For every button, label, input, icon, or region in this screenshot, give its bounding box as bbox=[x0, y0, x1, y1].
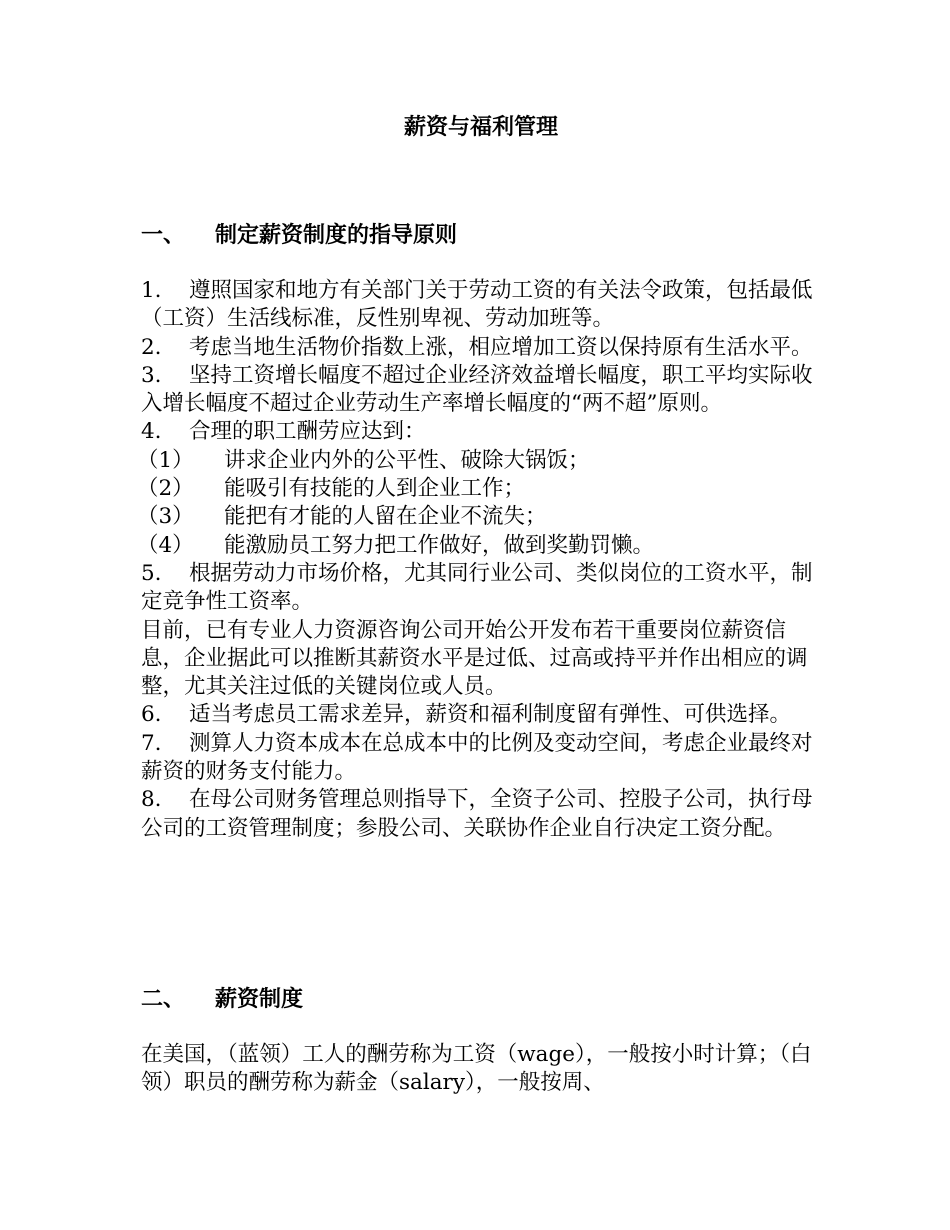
section-title-2: 薪资制度 bbox=[215, 987, 304, 1012]
section-title-1: 制定薪资制度的指导原则 bbox=[215, 223, 458, 248]
sub-item-4: （4） 能激励员工努力把工作做好，做到奖勤罚懒。 bbox=[137, 532, 655, 558]
principle-item-8: 8. 在母公司财务管理总则指导下，全资子公司、控股子公司，执行母公司的工资管理制度；参股公司、关联协作企业自行决定工资分配。 bbox=[141, 787, 813, 841]
sub-item-3: （3） 能把有才能的人留在企业不流失； bbox=[137, 504, 547, 530]
section-number-1: 一、 bbox=[141, 223, 186, 248]
principle-item-7: 7. 测算人力资本成本在总成本中的比例及变动空间，考虑企业最终对薪资的财务支付能力。 bbox=[141, 730, 813, 785]
principle-note: 目前，已有专业人力资源咨询公司开始公开发布若干重要岗位薪资信息，企业据此可以推断其薪资水平是过低、过高或持平并作出相应的调整，尤其关注过低的关键岗位或人员。 bbox=[141, 617, 808, 700]
principle-item-5: 5. 根据劳动力市场价格，尤其同行业公司、类似岗位的工资水平，制定竞争性工资率。 bbox=[141, 560, 813, 615]
principle-item-2: 2. 考虑当地生活物价指数上涨，相应增加工资以保持原有生活水平。 bbox=[141, 334, 813, 360]
principle-item-6: 6. 适当考虑员工需求差异，薪资和福利制度留有弹性、可供选择。 bbox=[141, 702, 792, 728]
principle-item-4: 4. 合理的职工酬劳应达到： bbox=[141, 419, 426, 445]
sub-item-1: （1） 讲求企业内外的公平性、破除大锅饭； bbox=[137, 447, 590, 473]
section-number-2: 二、 bbox=[141, 987, 186, 1012]
principle-item-1: 1. 遵照国家和地方有关部门关于劳动工资的有关法令政策，包括最低（工资）生活线标准，反性别卑视、劳动加班等。 bbox=[141, 278, 813, 332]
principle-item-3: 3. 坚持工资增长幅度不超过企业经济效益增长幅度，职工平均实际收入增长幅度不超过企业劳动生产率增长幅度的“两不超”原则。 bbox=[141, 362, 813, 417]
section-heading-1 bbox=[141, 218, 457, 254]
section-2-paragraph: 在美国，（蓝领）工人的酬劳称为工资（wage），一般按小时计算；（白领）职员的酬劳称为薪金（salary），一般按周、 bbox=[141, 1042, 812, 1096]
document-title: 薪资与福利管理 bbox=[403, 115, 558, 140]
sub-item-2: （2） 能吸引有技能的人到企业工作； bbox=[137, 476, 526, 502]
section-2-body bbox=[141, 1041, 821, 1098]
section-heading-2 bbox=[141, 982, 303, 1018]
section-1-body bbox=[137, 277, 821, 843]
